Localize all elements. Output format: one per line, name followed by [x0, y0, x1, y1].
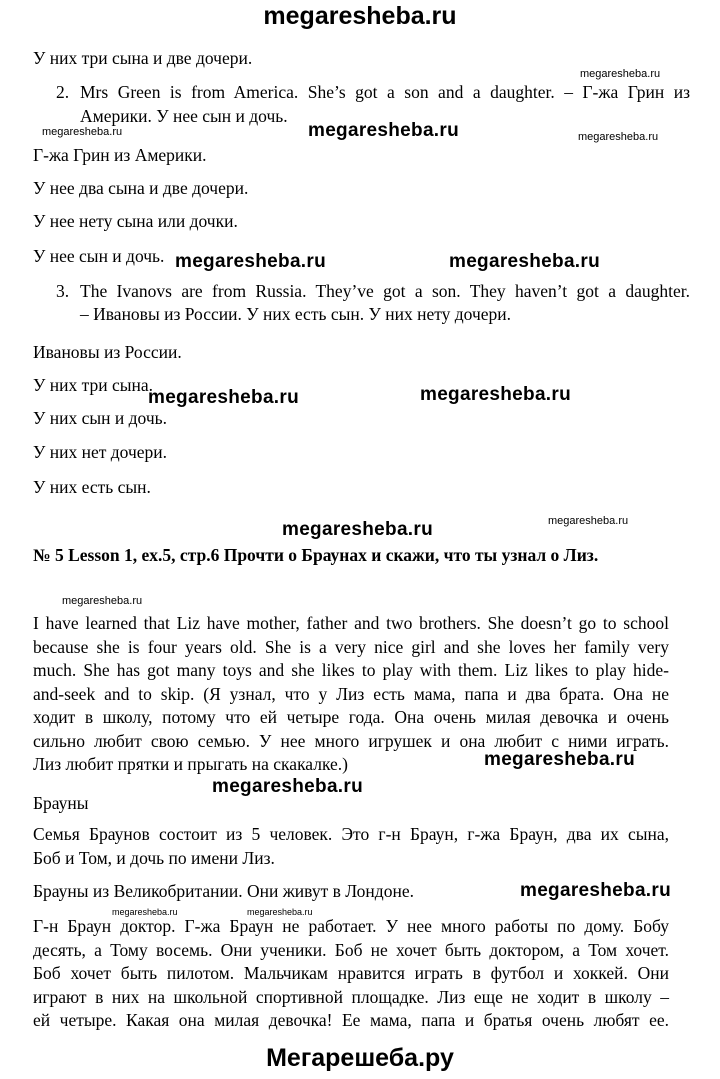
watermark-big: megaresheba.ru — [175, 251, 326, 272]
watermark-big: megaresheba.ru — [308, 120, 459, 141]
paragraph-line: ей четыре. Какая она милая девочка! Ее мама, папа и братья очень любят ее. — [33, 1010, 669, 1030]
option-2-c: У нее нету сына или дочки. — [33, 211, 238, 231]
watermark-small: megaresheba.ru — [578, 131, 659, 143]
watermark-big: megaresheba.ru — [212, 776, 363, 797]
watermark-small: megaresheba.ru — [42, 126, 123, 138]
item-number-3: 3. — [56, 281, 70, 301]
paragraph-line: Лиз любит прятки и прыгать на скакалке.) — [33, 754, 348, 774]
item-3-line-2: – Ивановы из России. У них есть сын. У них нету дочери. — [80, 304, 512, 324]
paragraph-line: much. She has got many toys and she likes to play with them. Liz likes to play hide- — [33, 660, 669, 680]
option-3-b: У них три сына. — [33, 375, 154, 395]
option-3-a: Ивановы из России. — [33, 342, 182, 362]
paragraph-london: Брауны из Великобритании. Они живут в Лондоне. — [33, 881, 414, 901]
answer-line-three-sons: У них три сына и две дочери. — [33, 48, 253, 68]
paragraph-line: сильно любит свою семью. У нее много игрушек и она любит с ними играть. — [33, 730, 669, 751]
option-3-e: У них есть сын. — [33, 477, 151, 497]
watermark-big: megaresheba.ru — [148, 387, 299, 408]
watermark-big: megaresheba.ru — [282, 519, 433, 540]
paragraph-line: because she is four years old. She is a very nice girl and she loves her family very — [33, 636, 669, 657]
section-5-heading: № 5 Lesson 1, ex.5, стр.6 Прочти о Браунах и скажи, что ты узнал о Лиз. — [33, 545, 599, 565]
item-2-line-2: Америки. У нее сын и дочь. — [80, 106, 288, 126]
watermark-small: megaresheba.ru — [548, 515, 629, 527]
paragraph-line: I have learned that Liz have mother, father and two brothers. She doesn’t go to school — [33, 613, 669, 633]
paragraph-line: and-seek and to skip. (Я узнал, что у Лиз есть мама, папа и два брата. Она не — [33, 683, 669, 704]
watermark-big: megaresheba.ru — [484, 749, 635, 770]
option-2-d: У нее сын и дочь. — [33, 246, 165, 266]
watermark-tiny: megaresheba.ru — [112, 907, 178, 917]
option-2-b: У нее два сына и две дочери. — [33, 178, 249, 198]
paragraph-line: десять, а Тому восемь. Они ученики. Боб не хочет быть доктором, а Том хочет. — [33, 939, 669, 960]
option-3-d: У них нет дочери. — [33, 442, 168, 462]
paragraph-line: Боб хочет быть пилотом. Мальчикам нравится играть в футбол и хоккей. Они — [33, 963, 669, 983]
watermark-tiny: megaresheba.ru — [247, 907, 313, 917]
paragraph-details — [33, 915, 669, 1033]
subtitle-browns: Брауны — [33, 793, 89, 813]
item-2-line-1: Mrs Green is from America. She’s got a son and a daughter. – Г-жа Грин из — [80, 82, 690, 102]
option-3-c: У них сын и дочь. — [33, 408, 167, 428]
paragraph-line: Семья Браунов состоит из 5 человек. Это г-н Браун, г-жа Браун, два их сына, — [33, 824, 669, 844]
item-number-2: 2. — [56, 82, 70, 102]
watermark-big: megaresheba.ru — [520, 880, 671, 901]
page-header-site: megaresheba.ru — [263, 2, 457, 30]
option-2-a: Г-жа Грин из Америки. — [33, 145, 207, 165]
watermark-small: megaresheba.ru — [580, 68, 661, 80]
paragraph-line: ходит в школу, потому что ей четыре года. Она очень милая девочка и очень — [33, 707, 669, 727]
paragraph-family — [33, 823, 669, 870]
page-footer-site: Мегарешеба.ру — [266, 1044, 454, 1072]
watermark-small: megaresheba.ru — [62, 595, 143, 607]
paragraph-line: Боб и Том, и дочь по имени Лиз. — [33, 847, 275, 868]
paragraph-line: Г-н Браун доктор. Г-жа Браун не работает. У нее много работы по дому. Бобу — [33, 916, 669, 936]
watermark-big: megaresheba.ru — [420, 384, 571, 405]
watermark-big: megaresheba.ru — [449, 251, 600, 272]
item-3-line-1: The Ivanovs are from Russia. They’ve got a son. They haven’t got a daughter. — [80, 281, 690, 301]
paragraph-line: играют в них на школьной спортивной площадке. Лиз еще не ходит в школу – — [33, 986, 669, 1007]
